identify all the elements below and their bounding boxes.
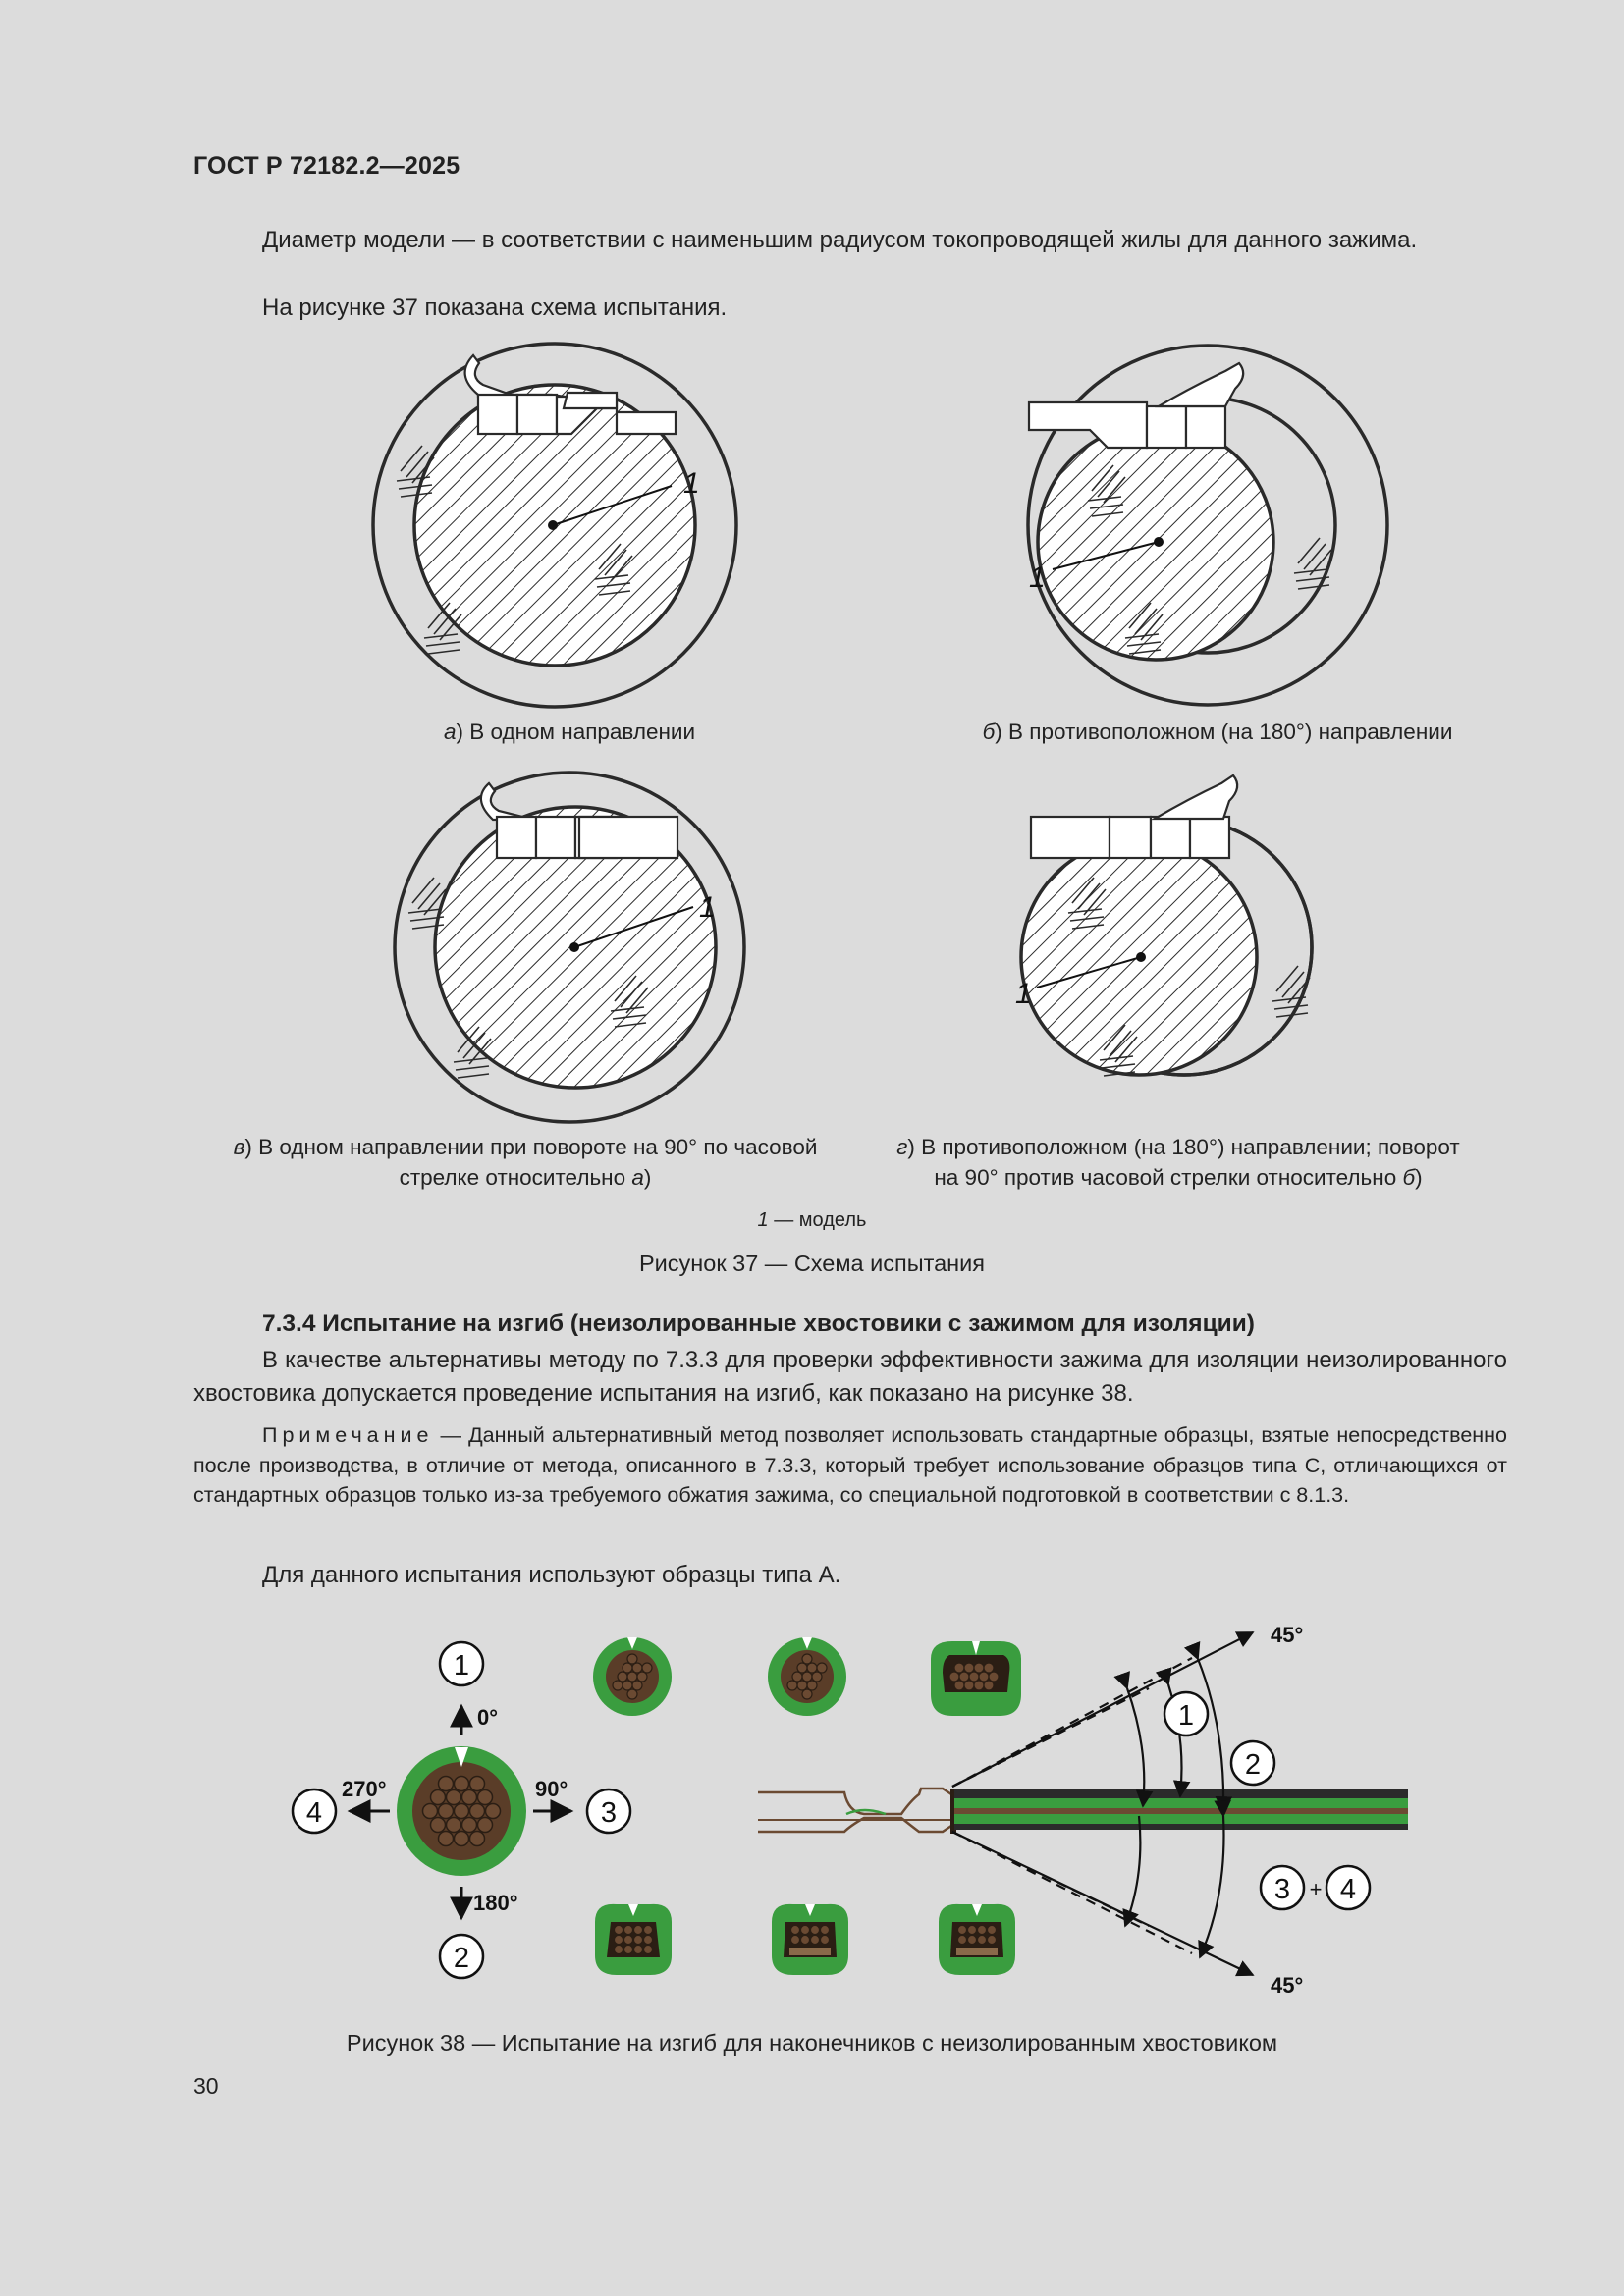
figure-37b-caption: б) В противоположном (на 180°) направлении: [982, 720, 1453, 744]
cross-section-top-1: [593, 1637, 672, 1716]
paragraph-figure-reference: На рисунке 37 показана схема испытания.: [262, 294, 728, 321]
cross-section-top-3: [931, 1641, 1021, 1716]
bend-zone-3-number: 3: [1273, 1874, 1291, 1905]
cross-section-bottom-1: [595, 1904, 672, 1975]
figure-37c-callout: 1: [699, 891, 716, 924]
cross-section-top-2: [768, 1637, 846, 1716]
bend-zone-1-number: 1: [1177, 1700, 1195, 1732]
direction-4-angle: 270°: [342, 1777, 387, 1801]
page-number: 30: [193, 2073, 219, 2099]
figure-37a-callout: 1: [683, 467, 700, 500]
bend-zone-plus: +: [1309, 1877, 1323, 1901]
section-heading: 7.3.4 Испытание на изгиб (неизолированные хвостовики с зажимом для изоляции): [262, 1310, 1255, 1337]
figure-37b-callout: 1: [1029, 561, 1046, 594]
section-body: В качестве альтернативы методу по 7.3.3 для проверки эффективности зажима для изоляции неизолированного хвостовика допускается проведение испытания на изгиб, как показано на рисунке 38.: [193, 1347, 1507, 1407]
direction-1-number: 1: [453, 1650, 470, 1682]
terminal-side-view: [758, 1789, 1408, 1834]
section-note: Примечание — Данный альтернативный метод позволяет использовать стандартные образцы, взятые непосредственно после производства, в отличие от метода, описанного в 7.3.3, который требует использование образцов типа С, отличающихся от стандартных образцов только из-за требуемого обжатия зажима, со специальной подготовкой в соответствии с 8.1.3.: [193, 1423, 1507, 1507]
document-header: ГОСТ Р 72182.2—2025: [193, 152, 460, 180]
bend-angle-top: 45°: [1271, 1623, 1304, 1647]
bend-zone-4-number: 4: [1339, 1874, 1357, 1905]
figure-37d-callout: 1: [1015, 978, 1032, 1010]
paragraph-model-diameter: Диаметр модели — в соответствии с наименьшим радиусом токопроводящей жилы для данного зажима.: [262, 227, 1418, 253]
figure-38-caption: Рисунок 38 — Испытание на изгиб для наконечников с неизолированным хвостовиком: [346, 2030, 1278, 2056]
direction-2-angle: 180°: [473, 1891, 518, 1915]
cross-section-bottom-3: [939, 1904, 1015, 1975]
direction-1-angle: 0°: [477, 1705, 499, 1730]
figure-37-legend: 1 — модель: [757, 1209, 867, 1231]
cross-section-bottom-2: [772, 1904, 848, 1975]
note-label: Примечание: [262, 1423, 434, 1447]
figure-37-caption: Рисунок 37 — Схема испытания: [638, 1251, 986, 1276]
direction-2-number: 2: [453, 1943, 470, 1974]
direction-3-angle: 90°: [535, 1777, 568, 1801]
direction-3-number: 3: [600, 1797, 618, 1829]
bend-angle-bottom: 45°: [1271, 1973, 1304, 1998]
figure-37c-caption: в) В одном направлении при повороте на 90° по часовой стрелке относительно а): [233, 1135, 818, 1190]
figure-37d-caption: г) В противоположном (на 180°) направлении; поворот на 90° против часовой стрелки относительно б): [896, 1135, 1460, 1190]
direction-wheel: [293, 1642, 630, 1978]
bend-zone-2-number: 2: [1244, 1749, 1262, 1781]
direction-4-number: 4: [305, 1797, 323, 1829]
samples-paragraph: Для данного испытания используют образцы типа А.: [262, 1562, 841, 1588]
figure-37a-caption: а) В одном направлении: [443, 720, 696, 744]
